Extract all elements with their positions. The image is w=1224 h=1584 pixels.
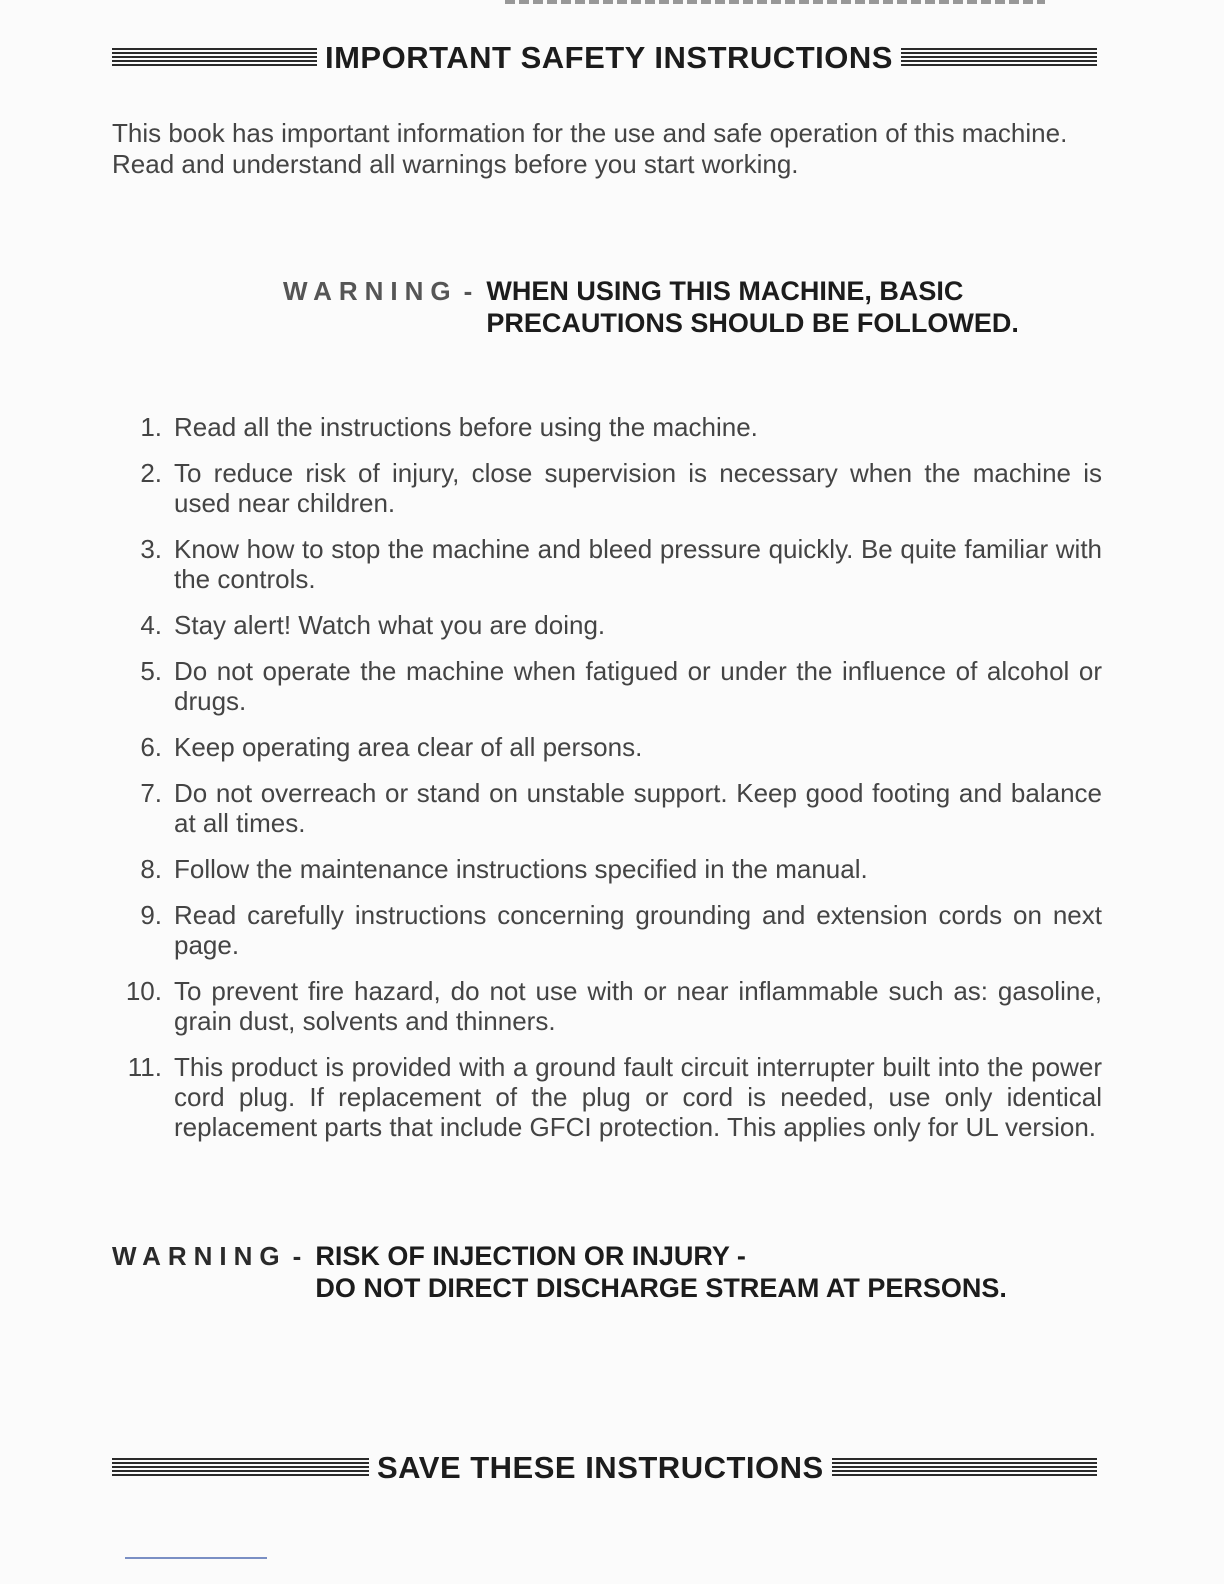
warning-message — [486, 275, 1019, 339]
list-item-text: Know how to stop the machine and bleed pressure quickly. Be quite familiar with the controls. — [174, 534, 1102, 594]
list-item-text: This product is provided with a ground fault circuit interrupter built into the power cord plug. If replacement of the plug or cord is needed, use only identical replacement parts that include GFCI protection. This applies only for UL version. — [174, 1052, 1102, 1142]
list-item-text: Read carefully instructions concerning grounding and extension cords on next page. — [174, 900, 1102, 960]
list-item-number: 5. — [140, 656, 162, 686]
list-item — [112, 900, 1102, 960]
list-item-number: 9. — [140, 900, 162, 930]
header-banner — [112, 40, 1097, 76]
list-item-text: To reduce risk of injury, close supervision is necessary when the machine is used near children. — [174, 458, 1102, 518]
footer-underline — [125, 1557, 267, 1559]
list-item-number: 8. — [140, 854, 162, 884]
list-item — [112, 656, 1102, 716]
list-item-number: 6. — [140, 732, 162, 762]
list-item-number: 7. — [140, 778, 162, 808]
list-item — [112, 1052, 1102, 1142]
list-item-text: To prevent fire hazard, do not use with or near inflammable such as: gasoline, grain dust, solvents and thinners. — [174, 976, 1102, 1036]
warning-message-line: DO NOT DIRECT DISCHARGE STREAM AT PERSONS. — [315, 1273, 1007, 1303]
list-item — [112, 534, 1102, 594]
list-item-number: 4. — [140, 610, 162, 640]
header-rule-right — [901, 48, 1097, 68]
warning-dash: - — [463, 276, 473, 306]
list-item-number: 1. — [140, 412, 162, 442]
list-item-text: Follow the maintenance instructions specified in the manual. — [174, 854, 868, 884]
warning-label: WARNING — [112, 1241, 287, 1271]
list-item — [112, 976, 1102, 1036]
footer-title: SAVE THESE INSTRUCTIONS — [377, 1450, 824, 1485]
footer-rule-right — [832, 1458, 1097, 1478]
list-item — [112, 854, 1102, 884]
warning-label: WARNING — [283, 276, 458, 306]
footer-rule-left — [112, 1458, 369, 1478]
list-item-number: 10. — [125, 976, 162, 1006]
list-item-text: Stay alert! Watch what you are doing. — [174, 610, 606, 640]
list-item — [112, 610, 1102, 640]
warning-injection-risk — [112, 1240, 1007, 1304]
warning-message-line: PRECAUTIONS SHOULD BE FOLLOWED. — [486, 308, 1019, 338]
list-item — [112, 458, 1102, 518]
warning-message-line: WHEN USING THIS MACHINE, BASIC — [486, 276, 964, 306]
header-rule-left — [112, 48, 317, 68]
list-item-number: 2. — [140, 458, 162, 488]
warning-dash: - — [292, 1241, 302, 1271]
list-item-text: Do not overreach or stand on unstable support. Keep good footing and balance at all times. — [174, 778, 1102, 838]
list-item-text: Keep operating area clear of all persons. — [174, 732, 643, 762]
list-item — [112, 732, 1102, 762]
warning-message — [315, 1240, 1007, 1304]
list-item-number: 11. — [127, 1052, 162, 1082]
list-item — [112, 778, 1102, 838]
list-item — [112, 412, 1102, 442]
list-item-text: Read all the instructions before using the machine. — [174, 412, 758, 442]
intro-paragraph: This book has important information for the use and safe operation of this machine. Read and understand all warnings before you start working. — [112, 118, 1068, 179]
footer-banner — [112, 1450, 1097, 1486]
list-item-number: 3. — [140, 534, 162, 564]
warning-basic-precautions — [283, 275, 1019, 339]
list-item-text: Do not operate the machine when fatigued or under the influence of alcohol or drugs. — [174, 656, 1102, 716]
warning-message-line: RISK OF INJECTION OR INJURY - — [315, 1241, 746, 1271]
instructions-list — [112, 412, 1102, 1158]
cropped-top-text — [505, 0, 1045, 4]
page-title: IMPORTANT SAFETY INSTRUCTIONS — [325, 40, 893, 75]
